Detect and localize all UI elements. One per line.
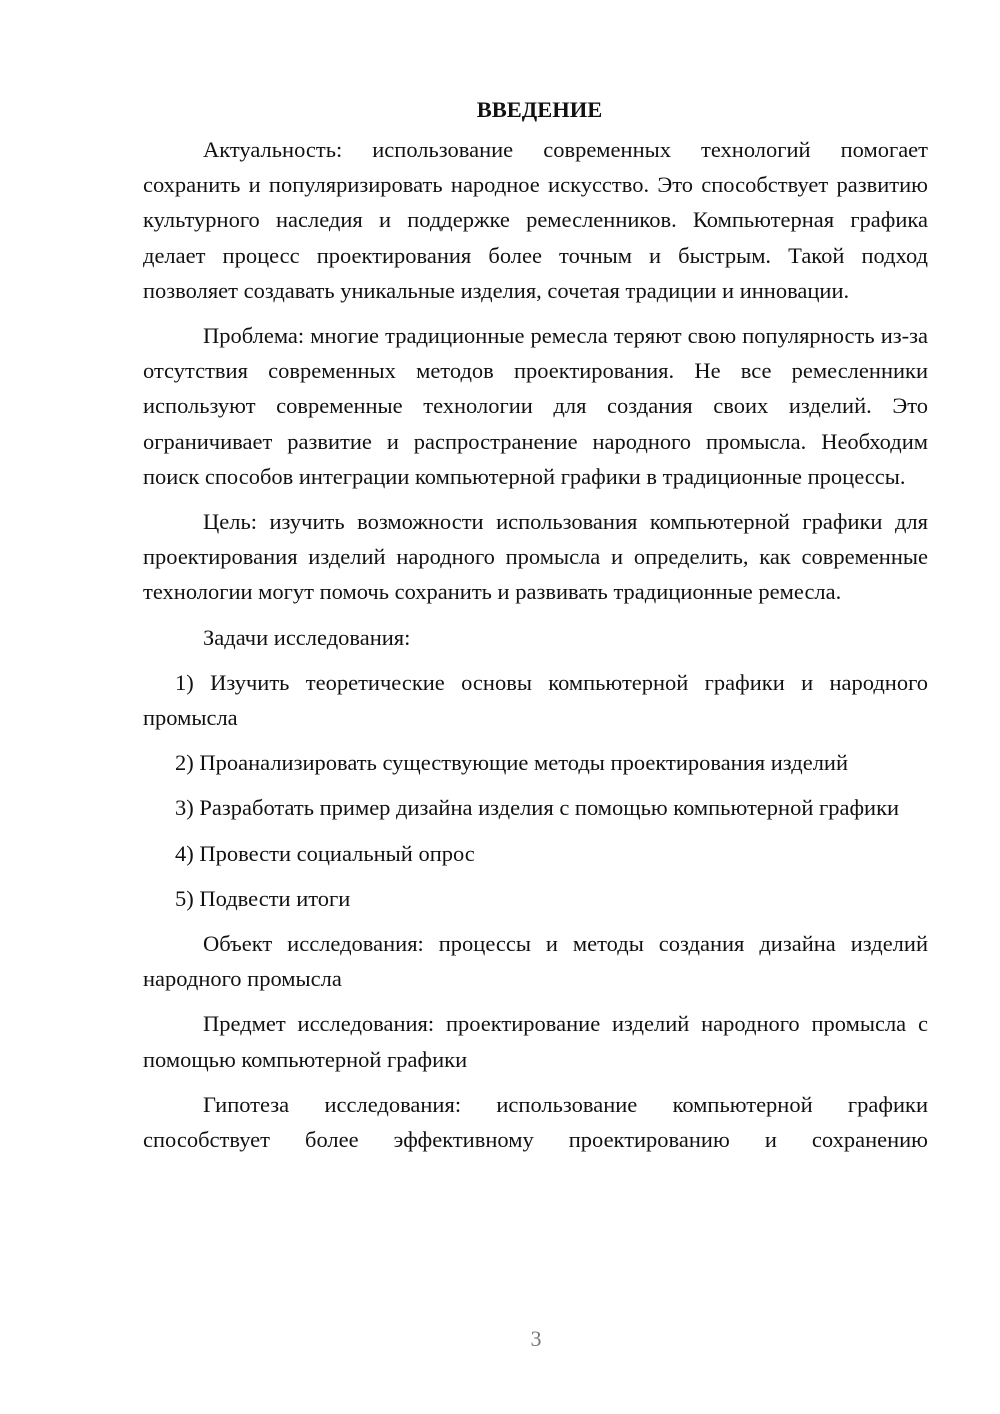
page-title: ВВЕДЕНИЕ <box>476 97 603 122</box>
object-paragraph: Объект исследования: процессы и методы создания дизайна изделий народного промысла <box>143 931 928 992</box>
task-item-1: 1) Изучить теоретические основы компьютерной графики и народного промысла <box>143 669 928 731</box>
task-item-2: 2) Проанализировать существующие методы проектирования изделий <box>175 750 849 776</box>
subject-paragraph: Предмет исследования: проектирование изделий народного промысла с помощью компьютерной графики <box>143 1011 928 1072</box>
hypothesis-paragraph: Гипотеза исследования: использование компьютерной графики способствует более эффективному проектированию и сохранению <box>143 1091 928 1153</box>
task-item-4: 4) Провести социальный опрос <box>175 840 475 866</box>
tasks-heading: Задачи исследования: <box>203 624 411 650</box>
page-number: 3 <box>530 1326 542 1351</box>
task-item-3: 3) Разработать пример дизайна изделия с помощью компьютерной графики <box>175 795 900 821</box>
page-content <box>143 92 928 1157</box>
relevance-paragraph: Актуальность: использование современных технологий помогает сохранить и популяризировать народное искусство. Это способствует развитию культурного наследия и поддержке ремесленников. Компьютерная графика делает процесс проектирования более точным и быстрым. Такой подход позволяет создавать уникальные изделия, сочетая традиции и инновации. <box>143 137 928 303</box>
problem-paragraph: Проблема: многие традиционные ремесла теряют свою популярность из-за отсутствия современных методов проектирования. Не все ремесленники используют современные технологии для создания своих изделий. Это ограничивает развитие и распространение народного промысла. Необходим поиск способов интеграции компьютерной графики в традиционные процессы. <box>143 323 928 489</box>
goal-paragraph: Цель: изучить возможности использования компьютерной графики для проектирования изделий народного промысла и определить, как современные технологии могут помочь сохранить и развивать традиционные ремесла. <box>143 509 928 605</box>
task-item-5: 5) Подвести итоги <box>175 885 351 911</box>
